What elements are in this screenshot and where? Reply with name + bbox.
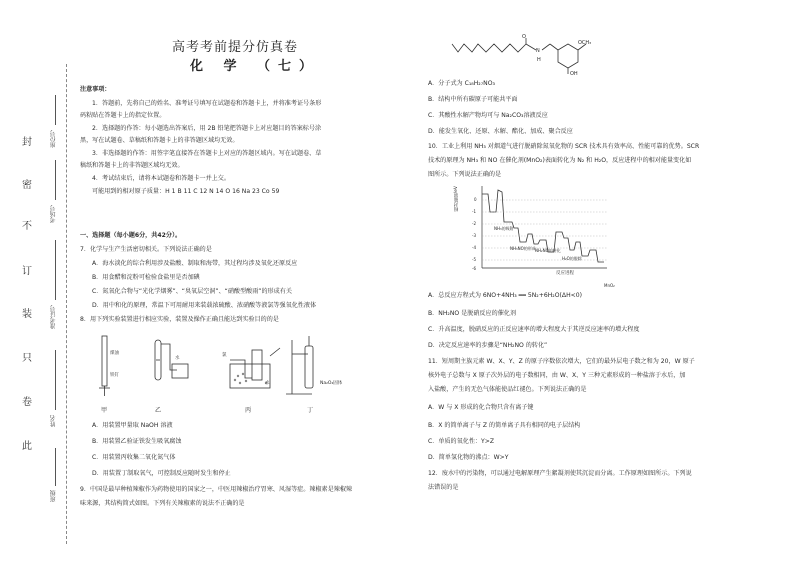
chart-xlabel: 反应进程 (556, 271, 574, 276)
notice-line: 码粘贴在答题卡上的指定位置。 (80, 112, 166, 119)
binding-char: 卷 (22, 397, 32, 408)
q7-option-c: C．氮氧化合物与“光化学烟雾”、“臭氧层空洞”、“硝酸型酸雨”的形成有关 (92, 288, 292, 295)
q10-stem-line: 10．工业上利用 NH₃ 对烟道气进行脱硝除氮氧化物的 SCR 技术具有效率高、性能可靠的优势。SCR (428, 143, 700, 150)
notice-line: 4．考试结束后，请将本试题卷和答题卡一并上交。 (92, 175, 230, 182)
q12-stem-line: 法错误的是 (428, 484, 459, 491)
apparatus-label-kerosene: 煤油 (110, 351, 119, 356)
structure-label-och3: OCH₃ (578, 40, 592, 46)
chart-ytick: -4 (472, 245, 476, 250)
q10-option-a: A．总反应方程式为 6NO+4NH₃ ══ 5N₂+6H₂O(ΔH<0) (428, 292, 583, 299)
structure-label-h: H (537, 57, 541, 63)
apparatus-label-b: 乙 (155, 407, 162, 414)
q10-option-c: C．升高温度，脱硝反应的正反应速率的增大程度大于其逆反应速率的增大程度 (428, 326, 640, 333)
q11-option-b: B．X 的简单离子与 Z 的简单离子具有相同的电子层结构 (428, 422, 581, 429)
binding-char: 封 (22, 137, 32, 148)
q9-option-d: D．能发生氧化、还原、水解、酯化、加成、聚合反应 (428, 128, 573, 135)
q11-stem-line: 11．短周期主族元素 W、X、Y、Z 的原子序数依次增大，它们的最外层电子数之和为 20，W 原子 (428, 358, 695, 365)
atomic-masses: 可能用到的相对原子质量：H 1 B 11 C 12 N 14 O 16 Na 23 Co 59 (92, 188, 280, 195)
apparatus-label-d: 丁 (307, 407, 314, 414)
chart-ylabel: 相对能量/eV (454, 186, 459, 212)
q11-stem-line: 核外电子总数与 X 原子次外层的电子数相同，由 W、X、Y 三种元素形成的一种盐溶于水后，加 (428, 372, 686, 379)
structure-label-o: O (522, 34, 526, 40)
notice-line: 2．选择题的作答：每小题选出答案后，用 2B 铅笔把答题卡上对应题目的答案标号涂 (92, 125, 322, 132)
q7-option-b: B．用食醋和淀粉可检验食盐里是否加碘 (92, 274, 200, 281)
q7-option-d: D．用中和化的原理，常温下可用耐用来装载浓硫酸、浓硝酸等液氯等强氧化性液体 (92, 302, 317, 309)
apparatus-label-nail: 铁钉 (110, 373, 119, 378)
apparatus-label-water: 水 (175, 356, 180, 361)
binding-char: 只 (22, 353, 32, 364)
class-label: 班级 (50, 490, 57, 502)
q11-option-c: C．单质的氧化性：Y>Z (428, 438, 495, 445)
apparatus-label-c: 丙 (245, 407, 252, 414)
subject-title: 化 学 （七） (190, 59, 321, 74)
apparatus-label-gas: 氯 (222, 353, 227, 358)
chart-annotation: NH₃的吸附 (494, 226, 514, 231)
section-heading: 一、选择题（每小题6分，共42分）。 (80, 232, 182, 239)
notice-line: 1．答题前，先将自己的姓名、准考证号填写在试题卷和答题卡上，并将准考证号条形 (92, 100, 322, 107)
exam-title: 高考考前提分仿真卷 (172, 40, 299, 55)
chart-ytick: -3 (472, 233, 476, 238)
binding-char: 装 (22, 309, 32, 320)
binding-char: 订 (22, 266, 32, 277)
exam-room-label: 考场号 (50, 205, 57, 223)
seat-number-label: 座位号 (50, 130, 57, 148)
binding-char: 密 (22, 180, 32, 191)
seat-number-line (55, 95, 56, 125)
chart-annotation: NH₃NO的形成 (510, 246, 536, 251)
q8-stem: 8．用下列实验装置进行相应实验，装置及操作正确且能达到实验目的的是 (80, 316, 279, 323)
q9-option-b: B．结构中所有碳原子可能共平面 (428, 96, 518, 103)
q10-stem-line: 技术的原理为 NH₃ 和 NO 在催化剂(MnO₂)表面转化为 N₂ 和 H₂O，反应进程中的相对能量变化如 (428, 157, 692, 164)
q9-stem-line: 味来源，其结构简式如图。下列有关辣椒素的说法不正确的是 (80, 500, 245, 507)
class-line (55, 448, 56, 486)
binding-char: 此 (22, 441, 32, 452)
structure-label-oh: OH (570, 71, 578, 77)
binding-char: 不 (22, 221, 32, 232)
q9-option-c: C．其酸性水解产物均可与 Na₂CO₃溶液反应 (428, 112, 548, 119)
name-line (55, 350, 56, 410)
notice-line: 稿纸和答题卡上的非答题区域均无效。 (80, 162, 184, 169)
q8-option-c: C．用装置丙收集二氧化氮气体 (92, 454, 176, 461)
q11-option-a: A．W 与 X 形成的化合物只含有离子键 (428, 404, 534, 411)
structure-label-n: N (536, 48, 540, 54)
q9-option-a: A．分子式为 C₁₈H₂₇NO₃ (428, 80, 495, 87)
q8-option-a: A．用装置甲量取 NaOH 溶液 (92, 422, 173, 429)
chart-ytick: -5 (472, 257, 476, 262)
chart-annotation: H₂O的脱除 (562, 256, 582, 261)
exam-room-line (55, 160, 56, 200)
q12-stem-line: 12．废水中的污染物，可以通过电解原理产生絮凝剂使其沉淀而分离。工作原理如图所示。下列说 (428, 470, 692, 477)
q10-option-b: B．NH₂NO 是脱硝反应的催化剂 (428, 310, 516, 317)
notice-line: 黑，写在试题卷、草稿纸和答题卡上的非答题区域均无效。 (80, 137, 239, 144)
q10-stem-line: 图所示。下列说法正确的是 (428, 171, 502, 178)
q9-stem-line: 9．中国是最早种植辣椒作为药物使用的国家之一，中医用辣椒治疗胃寒、风湿等症。辣椒素是辣椒辣 (80, 486, 353, 493)
q10-option-d: D．决定反应速率的步骤是“NH₂NO 的转化” (428, 342, 548, 349)
apparatus-label-a: 甲 (101, 407, 108, 414)
chart-annotation: NH₂NO的转化 (535, 248, 561, 253)
apparatus-label-na2o2: Na₂O₂固体 (320, 381, 343, 386)
energy-profile-chart (462, 182, 612, 278)
q7-option-a: A．海水淡化的综合利用涉及盐酸、制取和海带，其过程均涉及氧化还原反应 (92, 260, 298, 267)
chart-ytick: 0 (474, 197, 477, 202)
q11-option-d: D．简单氢化物的沸点：W>Y (428, 454, 509, 461)
apparatus-label-water2: 水 (265, 381, 270, 386)
catalyst-label: MnO₂ (604, 283, 615, 288)
notice-line: 3．非选择题的作答：用签字笔直接答在答题卡上对应的答题区域内。写在试题卷、草 (92, 150, 322, 157)
admission-number-line (55, 240, 56, 300)
q11-stem-line: 入盐酸，产生的无色气体能使品红褪色。下列说法正确的是 (428, 386, 587, 393)
chart-ytick: -1 (472, 209, 476, 214)
q8-apparatus-figure (80, 330, 410, 410)
capsaicin-structure (450, 30, 610, 80)
q8-option-d: D．用装置丁制取氧气，可控制反应随时发生和停止 (92, 470, 231, 477)
binding-dashed-line (66, 64, 67, 544)
chart-ytick: -6 (472, 266, 476, 271)
notice-heading: 注意事项： (80, 86, 111, 93)
chart-ytick: -2 (472, 221, 476, 226)
q8-option-b: B．用装置乙验证铁发生吸氧腐蚀 (92, 438, 182, 445)
q7-stem: 7．化学与生产生活密切相关。下列说法正确的是 (80, 246, 212, 253)
admission-number-label: 准考证号 (50, 305, 57, 329)
name-label: 姓名 (50, 415, 57, 427)
